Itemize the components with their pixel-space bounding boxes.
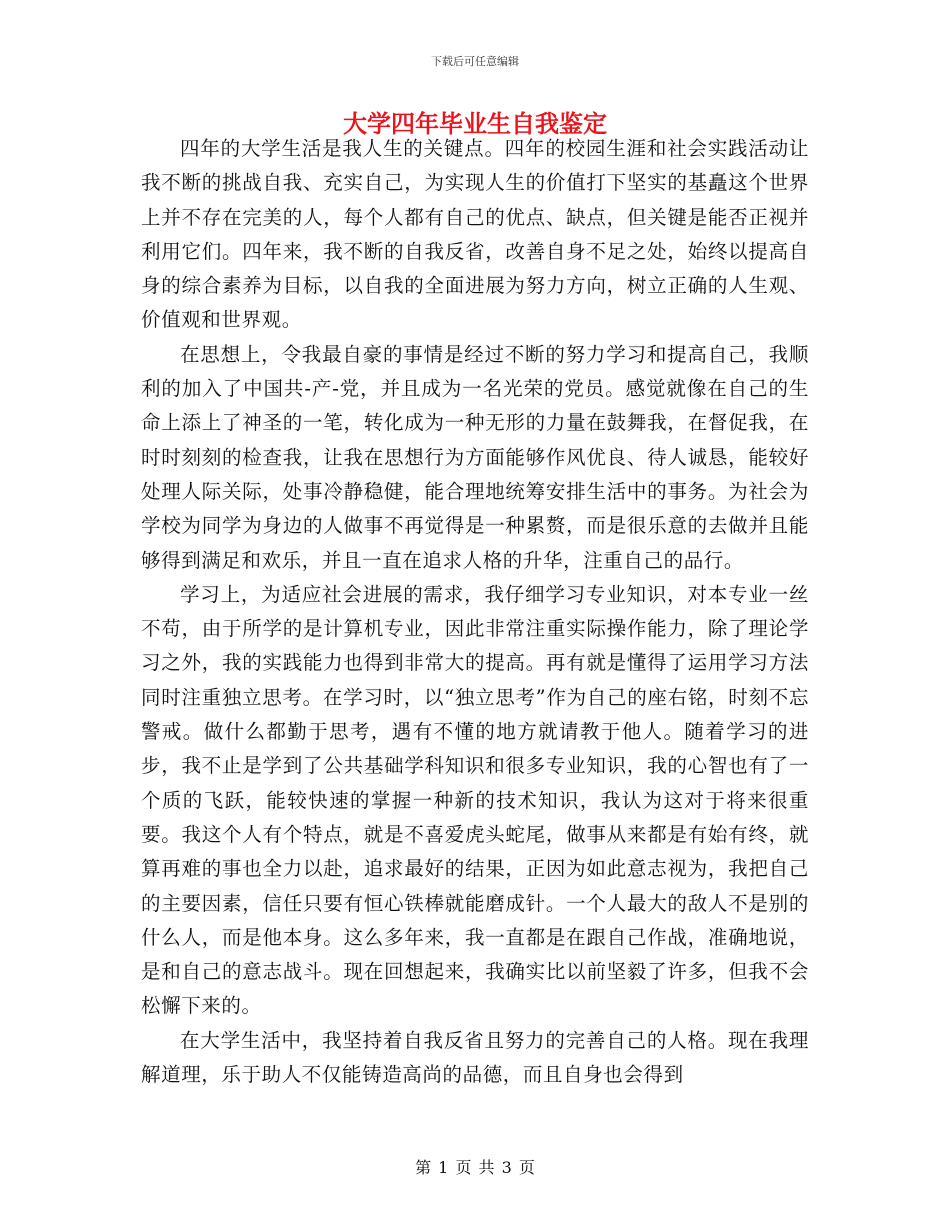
document-title: 大学四年毕业生自我鉴定 [343,110,607,138]
paragraph-thought: 在思想上，令我最自豪的事情是经过不断的努力学习和提高自己，我顺利的加入了中国共-产-党，并且成为一名光荣的党员。感觉就像在自己的生命上添上了神圣的一笔，转化成为一种无形的力量在鼓舞我，在督促我，在时时刻刻的检查我，让我在思想行为方面能够作风优良、待人诚恳，能较好处理人际关际，处事冷静稳健，能合理地统筹安排生活中的事务。为社会为学校为同学为身边的人做事不再觉得是一种累赘，而是很乐意的去做并且能够得到满足和欢乐，并且一直在追求人格的升华，注重自己的品行。 [141,342,809,572]
paragraph-intro: 四年的大学生活是我人生的关键点。四年的校园生涯和社会实践活动让我不断的挑战自我、充实自己，为实现人生的价值打下坚实的基矗这个世界上并不存在完美的人，每个人都有自己的优点、缺点，但关键是能否正视并利用它们。四年来，我不断的自我反省，改善自身不足之处，始终以提高自身的综合素养为目标，以自我的全面进展为努力方向，树立正确的人生观、价值观和世界观。 [141,137,809,332]
page-header-note: 下载后可任意编辑 [431,55,519,68]
paragraph-life: 在大学生活中，我坚持着自我反省且努力的完善自己的人格。现在我理解道理，乐于助人不仅能铸造高尚的品德，而且自身也会得到 [141,1028,809,1087]
document-body [141,132,809,1092]
paragraph-study: 学习上，为适应社会进展的需求，我仔细学习专业知识，对本专业一丝不苟，由于所学的是计算机专业，因此非常注重实际操作能力，除了理论学习之外，我的实践能力也得到非常大的提高。再有就是懂得了运用学习方法同时注重独立思考。在学习时，以“独立思考”作为自己的座右铭，时刻不忘警戒。做什么都勤于思考，遇有不懂的地方就请教于他人。随着学习的进步，我不止是学到了公共基础学科知识和很多专业知识，我的心智也有了一个质的飞跃，能较快速的掌握一种新的技术知识，我认为这对于将来很重要。我这个人有个特点，就是不喜爱虎头蛇尾，做事从来都是有始有终，就算再难的事也全力以赴，追求最好的结果，正因为如此意志视为，我把自己的主要因素，信任只要有恒心铁棒就能磨成针。一个人最大的敌人不是别的什么人，而是他本身。这么多年来，我一直都是在跟自己作战，准确地说，是和自己的意志战斗。现在回想起来，我确实比以前坚毅了许多，但我不会松懈下来的。 [141,582,809,1018]
page-number-footer: 第 1 页 共 3 页 [415,1158,535,1177]
